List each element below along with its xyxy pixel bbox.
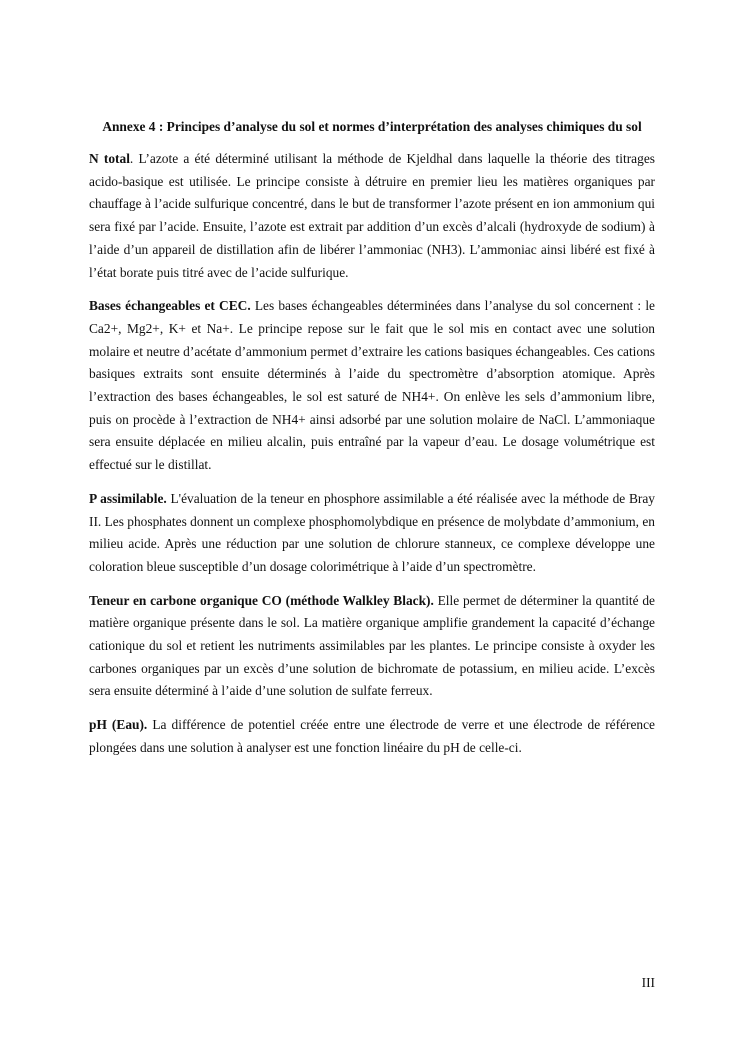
annex-title: Annexe 4 : Principes d’analyse du sol et normes d’interprétation des analyses chimiques du sol bbox=[102, 119, 642, 134]
section-ph-eau bbox=[89, 714, 655, 759]
section-heading: Bases échangeables et CEC. bbox=[89, 298, 251, 314]
section-bases-cec bbox=[89, 295, 655, 477]
section-carbone-organique bbox=[89, 590, 655, 704]
section-n-total bbox=[89, 148, 655, 284]
section-heading: Teneur en carbone organique CO (méthode Walkley Black). bbox=[89, 592, 434, 608]
page-content bbox=[89, 118, 655, 771]
section-heading: pH (Eau). bbox=[89, 717, 148, 733]
page-number: III bbox=[641, 975, 655, 990]
section-text: L'évaluation de la teneur en phosphore assimilable a été réalisée avec la méthode de Bray II. Les phosphates donnent un complexe phosphomolybdique en présence de molybdate d’ammonium, en milieu acide. Après une réduction par une solution de chlorure stanneux, ce complexe développe une coloration bleue susceptible d’un dosage colorimétrique à l’aide d’un spectromètre. bbox=[89, 490, 655, 574]
section-text: Les bases échangeables déterminées dans l’analyse du sol concernent : le Ca2+, Mg2+, K+ et Na+. Le principe repose sur le fait que le sol mis en contact avec une solution molaire et neutre d’acétate d’ammonium permet d’extraire les cations basiques échangeables. Ces cations basiques extraits sont ensuite déterminés à l’aide du spectromètre d’absorption atomique. Après l’extraction des bases échangeables, le sol est saturé de NH4+. On enlève les sels d’ammonium libre, puis on procède à l’extraction de NH4+ ainsi adsorbé par une solution molaire de NaCl. L’ammoniaque sera ensuite déplacée en milieu alcalin, puis entraîné par la vapeur d’eau. Le dosage volumétrique est effectué sur le distillat. bbox=[89, 298, 655, 473]
section-text: . L’azote a été déterminé utilisant la méthode de Kjeldhal dans laquelle la théorie des titrages acido-basique est utilisée. Le principe consiste à détruire en premier lieu les matières organiques par chauffage à l’acide sulfurique concentré, dans le but de transformer l’azote présent en ion ammonium qui sera fixé par l’acide. Ensuite, l’azote est extrait par addition d’un excès d’alcali (hydroxyde de sodium) à l’aide d’un appareil de distillation afin de libérer l’ammoniac (NH3). L’ammoniac ainsi libéré est fixé à l’état borate puis titré avec de l’acide sulfurique. bbox=[89, 151, 655, 280]
section-text: La différence de potentiel créée entre une électrode de verre et une électrode de référence plongées dans une solution à analyser est une fonction linéaire du pH de celle-ci. bbox=[89, 717, 655, 755]
section-text: Elle permet de déterminer la quantité de matière organique présente dans le sol. La matière organique amplifie grandement la capacité d’échange cationique du sol et retient les nutriments assimilables par les plantes. Le principe consiste à oxyder les carbones organiques par un excès d’une solution de bichromate de potassium, en milieu acide. L’excès sera ensuite déterminé à l’aide d’une solution de sulfate ferreux. bbox=[89, 592, 655, 699]
section-heading: N total bbox=[89, 151, 130, 166]
section-heading: P assimilable. bbox=[89, 490, 167, 506]
section-p-assimilable bbox=[89, 488, 655, 579]
